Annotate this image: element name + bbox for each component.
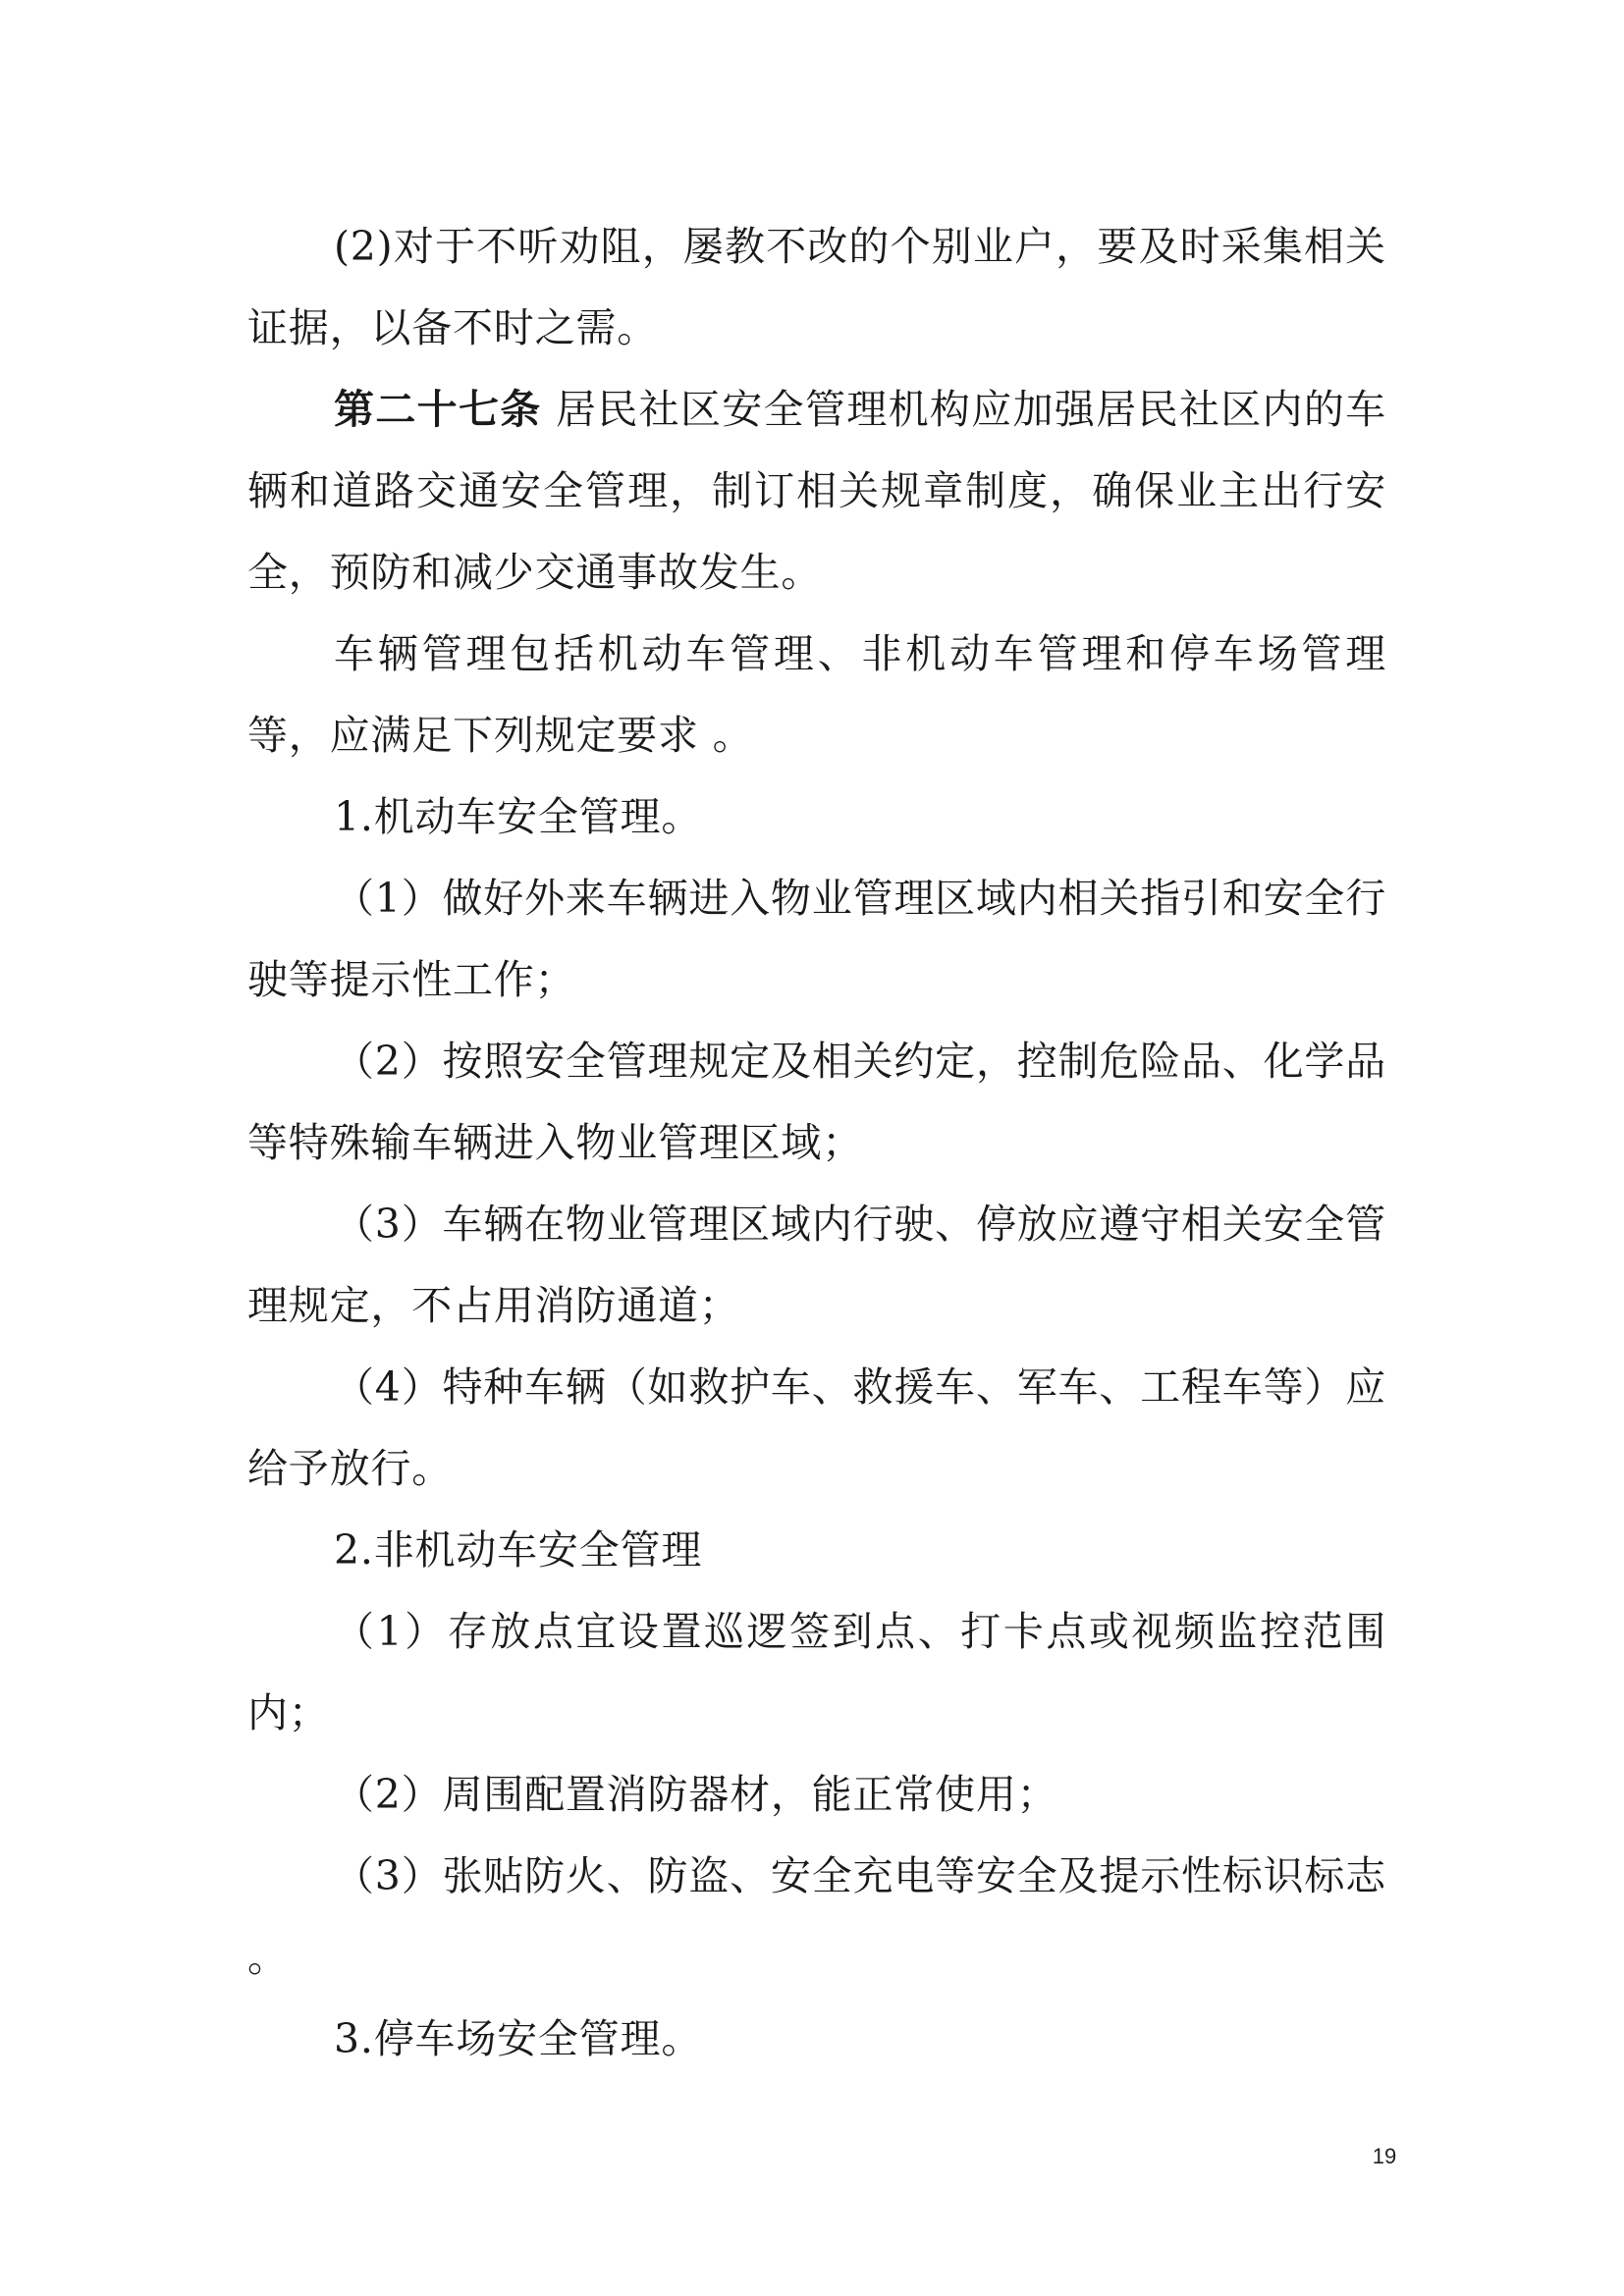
article-number: 第二十七条 xyxy=(334,386,542,433)
heading-parking-lot xyxy=(247,1999,1386,2080)
heading-motor-vehicle xyxy=(247,776,1386,858)
paragraph-text: 1.机动车安全管理。 xyxy=(334,793,703,840)
paragraph-text: （2）按照安全管理规定及相关约定，控制危险品、化学品等特殊输车辆进入物业管理区域； xyxy=(247,1038,1386,1166)
paragraph-text: （3）张贴防火、防盗、安全充电等安全及提示性标识标志 。 xyxy=(247,1852,1386,1981)
paragraph-vehicle-management xyxy=(247,614,1386,776)
paragraph-evidence-collection xyxy=(247,206,1386,369)
list-item-motor-1 xyxy=(247,858,1386,1021)
paragraph-text: （4）特种车辆（如救护车、救援车、军车、工程车等）应给予放行。 xyxy=(247,1363,1386,1492)
list-item-motor-4 xyxy=(247,1347,1386,1510)
paragraph-article-27 xyxy=(247,369,1386,614)
document-body xyxy=(247,206,1386,2080)
page-number: 19 xyxy=(1372,2144,1397,2168)
paragraph-text: （1）存放点宜设置巡逻签到点、打卡点或视频监控范围内； xyxy=(247,1608,1386,1736)
paragraph-text: (2)对于不听劝阻，屡教不改的个别业户，要及时采集相关证据，以备不时之需。 xyxy=(247,223,1386,351)
list-item-motor-2 xyxy=(247,1021,1386,1184)
paragraph-text: （3）车辆在物业管理区域内行驶、停放应遵守相关安全管理规定，不占用消防通道； xyxy=(247,1201,1386,1329)
list-item-motor-3 xyxy=(247,1184,1386,1347)
list-item-non-motor-1 xyxy=(247,1591,1386,1754)
paragraph-text: （2）周围配置消防器材，能正常使用； xyxy=(334,1771,1058,1818)
heading-non-motor-vehicle xyxy=(247,1510,1386,1591)
list-item-non-motor-3 xyxy=(247,1836,1386,1999)
paragraph-text: 车辆管理包括机动车管理、非机动车管理和停车场管理等，应满足下列规定要求 。 xyxy=(247,630,1386,759)
paragraph-text: 2.非机动车安全管理 xyxy=(334,1526,703,1574)
paragraph-text: 居民社区安全管理机构应加强居民社区内的车辆和道路交通安全管理，制订相关规章制度，确保业主出行安全，预防和减少交通事故发生。 xyxy=(247,386,1386,596)
paragraph-text: （1）做好外来车辆进入物业管理区域内相关指引和安全行驶等提示性工作； xyxy=(247,875,1386,1003)
paragraph-text: 3.停车场安全管理。 xyxy=(334,2015,703,2062)
list-item-non-motor-2 xyxy=(247,1754,1386,1836)
